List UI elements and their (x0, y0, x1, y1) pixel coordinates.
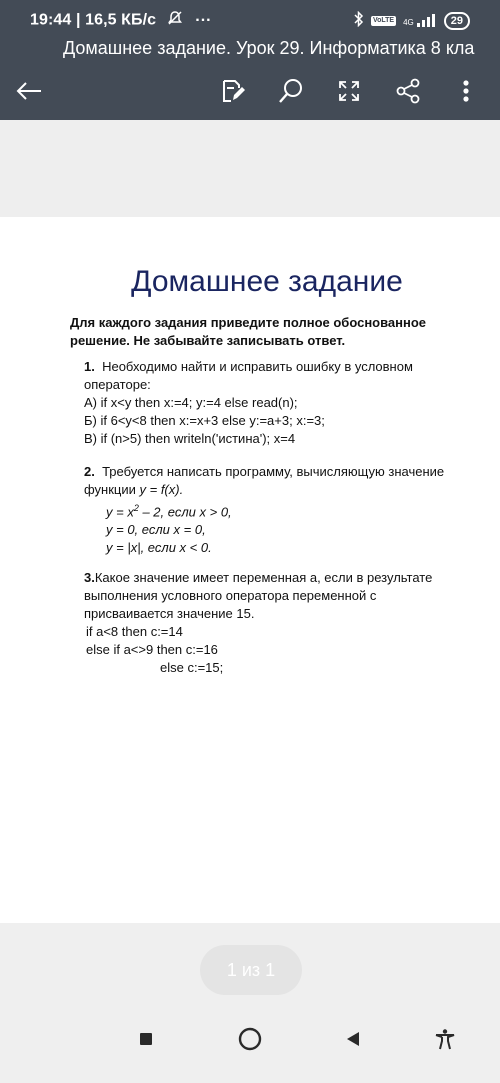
status-icons (354, 11, 470, 30)
page-title: Домашнее задание (131, 265, 403, 298)
accessibility-icon[interactable] (431, 1025, 459, 1053)
signal-4g-icon (403, 14, 437, 27)
task-number: 2. (84, 464, 95, 479)
task3-line-1: Какое значение имеет переменная а, если в результате (94, 570, 433, 585)
page-indicator: 1 из 1 (200, 945, 302, 995)
task3-line-3: присваивается значение 15. (84, 606, 255, 621)
more-vertical-icon[interactable] (451, 76, 481, 106)
status-time (30, 10, 212, 31)
share-icon[interactable] (393, 76, 423, 106)
task2-case-1 (84, 499, 464, 521)
volte-badge: VoLTE (372, 16, 395, 24)
task1-option-c: В) if (n>5) then writeln('истина'); x=4 (84, 431, 296, 446)
task-number: 3. (84, 570, 95, 585)
time-speed-text: 19:44 | 16,5 КБ/с (30, 11, 157, 29)
task1-line-1: Необходимо найти и исправить ошибку в условном (102, 359, 413, 374)
system-nav-bar (0, 1013, 500, 1063)
app-header (0, 0, 500, 120)
intro-text (70, 314, 450, 350)
task-2 (84, 463, 464, 557)
back-icon[interactable] (339, 1025, 367, 1053)
page-gap (0, 120, 500, 217)
status-bar (0, 0, 500, 38)
task2-line-2: функции (84, 482, 140, 497)
battery-indicator: 29 (444, 12, 470, 30)
task3-line-2: выполнения условного оператора переменной с (84, 588, 377, 603)
home-icon[interactable] (236, 1025, 264, 1053)
intro-line-1: Для каждого задания приведите полное обоснованное (70, 315, 427, 330)
mute-icon (167, 10, 183, 31)
task2-line-1: Требуется написать программу, вычисляющую значение (102, 464, 445, 479)
document-title: Домашнее задание. Урок 29. Информатика 8 кла (63, 38, 475, 58)
back-arrow-icon[interactable] (14, 76, 44, 106)
task-number: 1. (84, 359, 95, 374)
intro-line-2: решение. Не забывайте записывать ответ. (70, 333, 346, 348)
task1-line-2: операторе: (84, 377, 151, 392)
task3-code-1: if a<8 then c:=14 (86, 624, 183, 639)
task1-option-b: Б) if 6<y<8 then x:=x+3 else y:=a+3; x:=3; (84, 413, 325, 428)
toolbar (0, 66, 500, 116)
document-page[interactable] (0, 217, 500, 923)
task2-function: y = f(x). (139, 482, 184, 497)
case1-lhs: y = x (106, 504, 134, 520)
recent-apps-icon[interactable] (132, 1025, 160, 1053)
task3-code-3: else c:=15; (160, 660, 224, 675)
task3-code-2: else if a<>9 then c:=16 (86, 642, 218, 657)
network-type: 4G (403, 18, 414, 27)
status-more-dots: ··· (195, 11, 212, 29)
case1-exponent: 2 (133, 503, 139, 513)
search-icon[interactable] (276, 76, 306, 106)
edit-icon[interactable] (218, 76, 248, 106)
task2-case-2: y = 0, если x = 0, (106, 522, 206, 538)
task1-option-a: А) if x<y then x:=4; y:=4 else read(n); (84, 395, 298, 410)
case1-rhs: – 2, если x > 0, (138, 504, 232, 520)
task-1 (84, 358, 464, 448)
bluetooth-icon (354, 11, 364, 30)
bottom-area (0, 923, 500, 1083)
task-3 (84, 569, 464, 677)
task2-case-3: y = |x|, если x < 0. (106, 540, 212, 556)
fullscreen-icon[interactable] (334, 76, 364, 106)
